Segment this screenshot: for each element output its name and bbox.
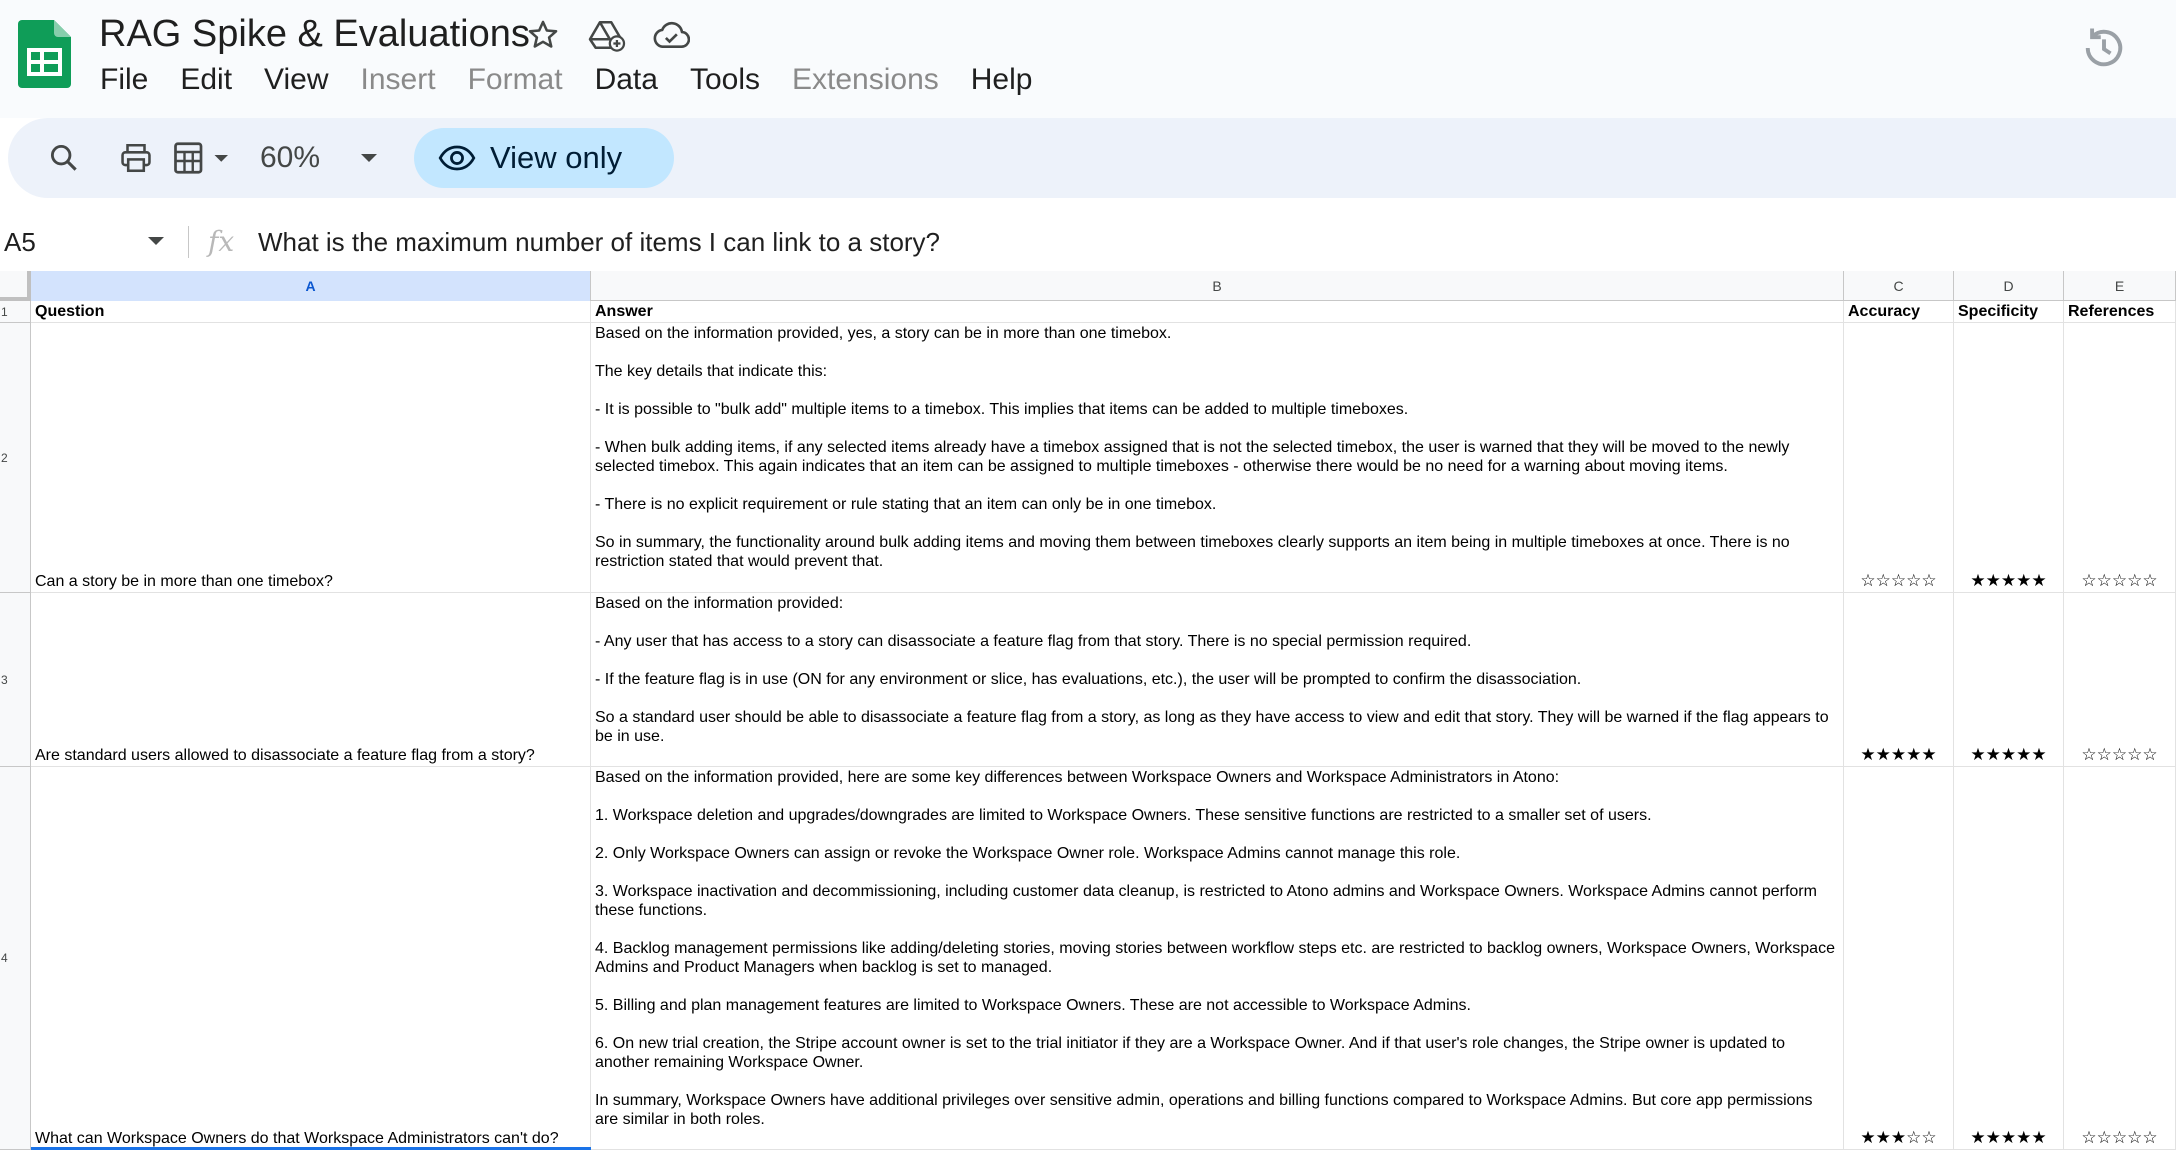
column-header-b[interactable]: B — [591, 271, 1844, 301]
move-to-drive-icon[interactable] — [586, 14, 628, 56]
cell-d1[interactable]: Specificity — [1954, 301, 2064, 323]
column-header-c[interactable]: C — [1844, 271, 1954, 301]
menu-format[interactable]: Format — [467, 63, 563, 96]
cloud-saved-icon[interactable] — [650, 14, 692, 56]
cell-c4[interactable] — [1844, 767, 1954, 1150]
accuracy-rating[interactable]: ★★★★★ — [1860, 745, 1937, 765]
spreadsheet-grid — [0, 271, 2176, 1150]
menu-edit[interactable]: Edit — [180, 63, 233, 96]
filter-views-icon[interactable] — [170, 134, 244, 182]
cell-c2[interactable] — [1844, 323, 1954, 593]
column-header-row — [0, 271, 2176, 301]
specificity-rating[interactable]: ★★★★★ — [1970, 571, 2047, 591]
menu-tools[interactable]: Tools — [689, 63, 760, 96]
cell-b2[interactable]: Based on the information provided, yes, a story can be in more than one timebox. The key details that indicate this: - It is possible to "bulk add" multiple items to a timebox. This implies that items can be added to multiple timeboxes. - When bulk adding items, if any selected items already have a timebox assigned that is not the selected timebox, the user is warned that they will be moved to the newly selected timebox. This again indicates that an item can be assigned to multiple timeboxes - otherwise there would be no need for a warning about moving items. - There is no explicit requirement or rule stating that an item can only be in one timebox. So in summary, the functionality around bulk adding items and moving them between timeboxes clearly supports an item being in multiple timeboxes at once. There is no restriction stated that would prevent that. — [591, 323, 1844, 593]
cell-d2[interactable] — [1954, 323, 2064, 593]
cell-a1[interactable]: Question — [31, 301, 591, 323]
specificity-rating[interactable]: ★★★★★ — [1970, 1128, 2047, 1148]
row-header-4[interactable] — [0, 767, 31, 1150]
menu-help[interactable]: Help — [970, 63, 1033, 96]
cell-a4[interactable]: What can Workspace Owners do that Workspace Administrators can't do? — [31, 767, 591, 1150]
cell-a2[interactable]: Can a story be in more than one timebox? — [31, 323, 591, 593]
print-icon[interactable] — [112, 134, 160, 182]
cell-e2[interactable] — [2064, 323, 2176, 593]
formula-bar — [0, 216, 2176, 268]
column-header-e[interactable]: E — [2064, 271, 2176, 301]
cell-d4[interactable] — [1954, 767, 2064, 1150]
cell-reference: A5 — [4, 227, 36, 257]
column-header-d[interactable]: D — [1954, 271, 2064, 301]
accuracy-rating[interactable]: ★★★☆☆ — [1860, 1128, 1937, 1148]
menu-file[interactable]: File — [100, 63, 149, 96]
cell-b3[interactable]: Based on the information provided: - Any user that has access to a story can disassociate a feature flag from that story. There is no special permission required. - If the feature flag is in use (ON for any environment or slice, has evaluations, etc.), the user will be prompted to confirm the disassociation. So a standard user should be able to disassociate a feature flag from a story, as long as they have access to view and edit that story. They will be warned if the flag appears to be in use. — [591, 593, 1844, 767]
cell-c1[interactable]: Accuracy — [1844, 301, 1954, 323]
cell-d3[interactable] — [1954, 593, 2064, 767]
zoom-level[interactable]: 60% — [260, 141, 321, 174]
cell-b1[interactable]: Answer — [591, 301, 1844, 323]
references-rating[interactable]: ☆☆☆☆☆ — [2081, 1128, 2158, 1148]
menu-insert[interactable]: Insert — [360, 63, 436, 96]
specificity-rating[interactable]: ★★★★★ — [1970, 745, 2047, 765]
toolbar — [8, 118, 2176, 198]
eye-icon — [438, 143, 476, 173]
search-icon[interactable] — [40, 134, 88, 182]
cell-e4[interactable] — [2064, 767, 2176, 1150]
zoom-dropdown-arrow-icon[interactable] — [354, 134, 384, 182]
menu-bar — [84, 56, 1048, 104]
references-rating[interactable]: ☆☆☆☆☆ — [2081, 571, 2158, 591]
menu-data[interactable]: Data — [594, 63, 658, 96]
cell-e1[interactable]: References — [2064, 301, 2176, 323]
cell-e3[interactable] — [2064, 593, 2176, 767]
header-bar — [0, 0, 2176, 118]
menu-view[interactable]: View — [264, 63, 329, 96]
row-header-3[interactable] — [0, 593, 31, 767]
formula-divider — [188, 226, 189, 258]
menu-extensions[interactable]: Extensions — [792, 63, 939, 96]
cell-c3[interactable] — [1844, 593, 1954, 767]
row-number: 3 — [1, 672, 8, 687]
document-title[interactable]: RAG Spike & Evaluations — [99, 13, 530, 55]
row-number: 2 — [1, 450, 8, 465]
row-number: 4 — [1, 951, 8, 965]
references-rating[interactable]: ☆☆☆☆☆ — [2081, 745, 2158, 765]
accuracy-rating[interactable]: ☆☆☆☆☆ — [1860, 571, 1937, 591]
view-only-button[interactable] — [414, 128, 674, 188]
formula-input[interactable]: What is the maximum number of items I can link to a story? — [258, 227, 941, 257]
fx-icon: fx — [208, 225, 235, 258]
row-header-1[interactable] — [0, 301, 31, 323]
cell-a3[interactable]: Are standard users allowed to disassociate a feature flag from a story? — [31, 593, 591, 767]
select-all-corner[interactable] — [0, 271, 31, 301]
cell-b4[interactable]: Based on the information provided, here are some key differences between Workspace Owners and Workspace Administrators in Atono: 1. Workspace deletion and upgrades/downgrades are limited to Workspace Owners. These sensitive functions are restricted to a smaller set of users. 2. Only Workspace Owners can assign or revoke the Workspace Owner role. Workspace Admins cannot manage this role. 3. Workspace inactivation and decommissioning, including customer data cleanup, is restricted to Atono admins and Workspace Owners. Workspace Admins cannot perform these functions. 4. Backlog management permissions like adding/deleting stories, moving stories between workflow steps etc. are restricted to backlog owners, Workspace Owners, Workspace Admins and Product Managers when backlog is set to managed. 5. Billing and plan management features are limited to Workspace Owners. These are not accessible to Workspace Admins. 6. On new trial creation, the Stripe account owner is set to the trial initiator if they are a Workspace Owner. And if that user's role changes, the Stripe owner is updated to another remaining Workspace Owner. In summary, Workspace Owners have additional privileges over sensitive admin, operations and billing functions compared to Workspace Admins. But core app permissions are similar in both roles. — [591, 767, 1844, 1150]
column-header-a[interactable]: A — [31, 271, 591, 301]
view-only-label: View only — [490, 140, 623, 175]
star-icon[interactable] — [522, 14, 564, 56]
version-history-icon[interactable] — [2078, 22, 2130, 74]
row-number: 1 — [1, 304, 8, 319]
name-box-dropdown-icon[interactable] — [146, 234, 166, 248]
sheets-logo-icon[interactable] — [18, 20, 71, 88]
row-header-2[interactable] — [0, 323, 31, 593]
